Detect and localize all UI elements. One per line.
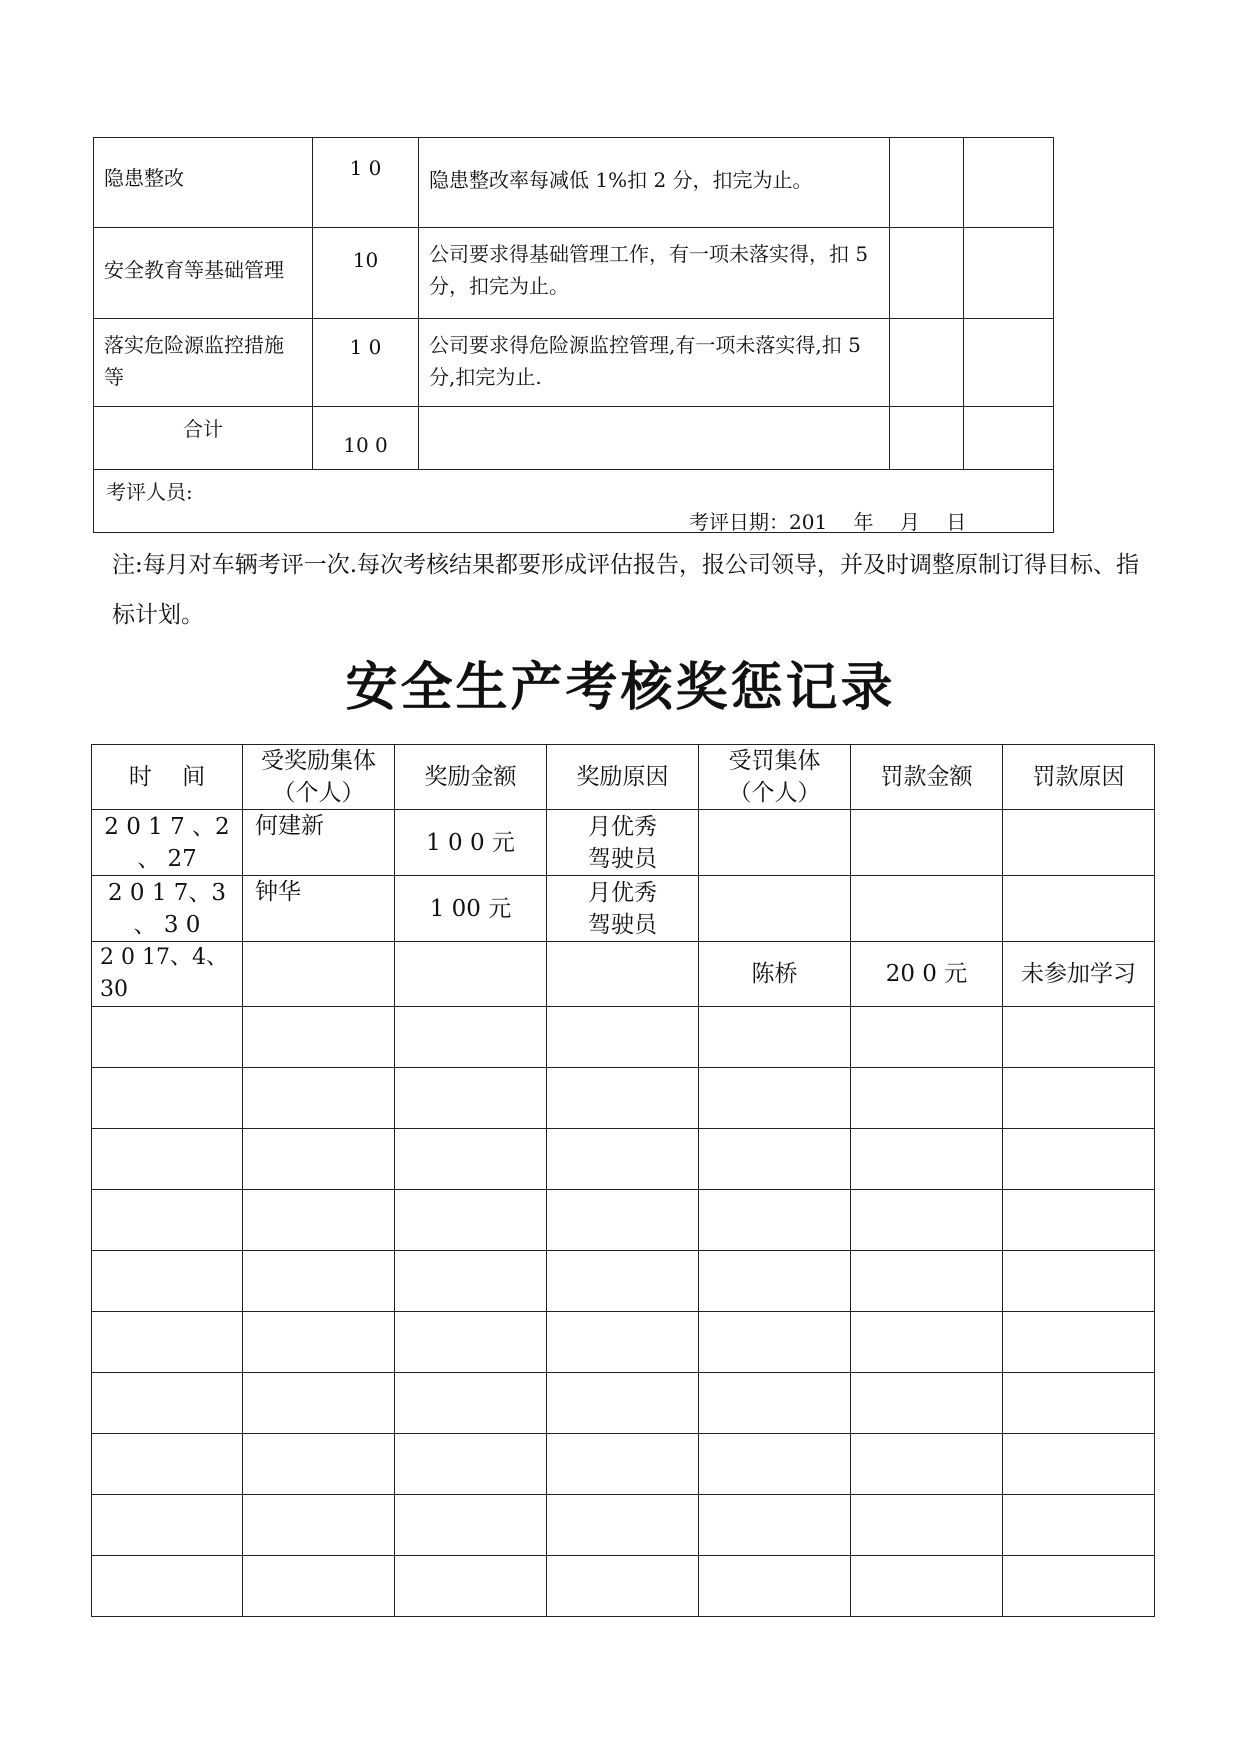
- score-row: [94, 138, 1054, 228]
- empty-cell: [92, 1251, 243, 1312]
- score-standard-cell: [419, 319, 890, 407]
- table-header-row: [92, 745, 1155, 810]
- cell-penalty-amount: [851, 810, 1003, 876]
- score-blank-cell: [890, 228, 964, 319]
- empty-cell: [851, 1373, 1003, 1434]
- empty-cell: [547, 1251, 699, 1312]
- empty-cell: [243, 1373, 395, 1434]
- cell-reward-amount: 1 0 0 元: [395, 810, 547, 876]
- empty-cell: [547, 1495, 699, 1556]
- empty-cell: [699, 1068, 851, 1129]
- empty-cell: [92, 1190, 243, 1251]
- empty-cell: [243, 1190, 395, 1251]
- empty-cell: [547, 1129, 699, 1190]
- empty-cell: [1003, 1007, 1155, 1068]
- empty-cell: [699, 1373, 851, 1434]
- empty-cell: [851, 1007, 1003, 1068]
- empty-cell: [395, 1373, 547, 1434]
- record-title: 安全生产考核奖惩记录: [345, 658, 896, 718]
- empty-cell: [699, 1495, 851, 1556]
- empty-cell: [92, 1068, 243, 1129]
- cell-time: 2 0 1 7、3 、 3 0: [92, 876, 243, 942]
- table-row: [92, 810, 1155, 876]
- header-reward-amount: 奖励金额: [395, 745, 547, 810]
- score-footer-cell: [94, 470, 1054, 533]
- empty-cell: [547, 1007, 699, 1068]
- empty-cell: [92, 1495, 243, 1556]
- cell-time: 2 0 17、4、30: [92, 942, 243, 1007]
- empty-row: [92, 1190, 1155, 1251]
- empty-cell: [699, 1312, 851, 1373]
- score-total-row: [94, 407, 1054, 470]
- empty-row: [92, 1312, 1155, 1373]
- empty-cell: [851, 1251, 1003, 1312]
- score-blank-cell: [419, 407, 890, 470]
- cell-reward-reason: 月优秀驾驶员: [547, 810, 699, 876]
- empty-cell: [395, 1068, 547, 1129]
- reviewer-label: 考评人员:: [106, 480, 193, 504]
- empty-row: [92, 1556, 1155, 1617]
- empty-row: [92, 1129, 1155, 1190]
- empty-cell: [1003, 1495, 1155, 1556]
- empty-cell: [1003, 1251, 1155, 1312]
- score-item-cell: [94, 319, 313, 407]
- empty-cell: [395, 1251, 547, 1312]
- note-text: 注:每月对车辆考评一次.每次考核结果都要形成评估报告，报公司领导，并及时调整原制订得目标、指标计划。: [112, 552, 1140, 628]
- header-time: 时 间: [92, 745, 243, 810]
- score-standard: 公司要求得基础管理工作，有一项未落实得，扣 5分，扣完为止。: [429, 242, 869, 298]
- empty-cell: [547, 1373, 699, 1434]
- score-standard-cell: [419, 138, 890, 228]
- cell-penalty-amount: [851, 876, 1003, 942]
- cell-penalty-reason: [1003, 810, 1155, 876]
- cell-reward-group: [243, 942, 395, 1007]
- cell-reward-amount: 1 00 元: [395, 876, 547, 942]
- score-blank-cell: [964, 138, 1054, 228]
- score-total-label-cell: [94, 407, 313, 470]
- empty-cell: [851, 1434, 1003, 1495]
- empty-cell: [395, 1007, 547, 1068]
- cell-penalty-group: 陈桥: [699, 942, 851, 1007]
- score-blank-cell: [964, 319, 1054, 407]
- cell-reward-group: 钟华: [243, 876, 395, 942]
- score-standard: 公司要求得危险源监控管理,有一项未落实得,扣 5分,扣完为止.: [429, 333, 861, 389]
- score-blank-cell: [890, 407, 964, 470]
- empty-cell: [243, 1495, 395, 1556]
- empty-cell: [851, 1190, 1003, 1251]
- score-blank-cell: [890, 138, 964, 228]
- cell-penalty-group: [699, 876, 851, 942]
- empty-cell: [92, 1556, 243, 1617]
- cell-reward-reason: [547, 942, 699, 1007]
- empty-row: [92, 1373, 1155, 1434]
- score-value-cell: [313, 138, 419, 228]
- score-item: 隐患整改: [104, 166, 184, 190]
- score-table: [93, 137, 1054, 533]
- cell-penalty-amount: 20 0 元: [851, 942, 1003, 1007]
- header-reward-reason: 奖励原因: [547, 745, 699, 810]
- cell-reward-group: 何建新: [243, 810, 395, 876]
- header-penalty-amount: 罚款金额: [851, 745, 1003, 810]
- empty-cell: [1003, 1556, 1155, 1617]
- empty-cell: [1003, 1373, 1155, 1434]
- reward-penalty-table: [91, 744, 1155, 1617]
- empty-cell: [547, 1434, 699, 1495]
- score-footer-row: [94, 470, 1054, 533]
- empty-row: [92, 1007, 1155, 1068]
- empty-cell: [243, 1251, 395, 1312]
- empty-cell: [699, 1190, 851, 1251]
- score-row: [94, 228, 1054, 319]
- score-item-cell: [94, 228, 313, 319]
- score-blank-cell: [964, 228, 1054, 319]
- cell-penalty-reason: 未参加学习: [1003, 942, 1155, 1007]
- empty-cell: [243, 1007, 395, 1068]
- empty-cell: [851, 1129, 1003, 1190]
- empty-cell: [699, 1007, 851, 1068]
- score-item: 落实危险源监控措施等: [104, 333, 284, 389]
- empty-cell: [547, 1068, 699, 1129]
- table-row: [92, 876, 1155, 942]
- score-value-cell: [313, 319, 419, 407]
- cell-reward-reason: 月优秀驾驶员: [547, 876, 699, 942]
- cell-time: 2 0 1 7 、2 、 27: [92, 810, 243, 876]
- empty-cell: [243, 1556, 395, 1617]
- empty-cell: [699, 1556, 851, 1617]
- empty-row: [92, 1434, 1155, 1495]
- empty-cell: [1003, 1312, 1155, 1373]
- empty-cell: [395, 1434, 547, 1495]
- score-row: [94, 319, 1054, 407]
- empty-cell: [547, 1190, 699, 1251]
- score-blank-cell: [890, 319, 964, 407]
- empty-cell: [243, 1434, 395, 1495]
- empty-row: [92, 1068, 1155, 1129]
- score-value: 1 0: [349, 335, 382, 359]
- cell-penalty-reason: [1003, 876, 1155, 942]
- empty-cell: [395, 1312, 547, 1373]
- score-value: 1 0: [349, 156, 382, 180]
- empty-cell: [395, 1556, 547, 1617]
- empty-cell: [547, 1556, 699, 1617]
- empty-cell: [243, 1312, 395, 1373]
- score-blank-cell: [964, 407, 1054, 470]
- cell-reward-amount: [395, 942, 547, 1007]
- empty-row: [92, 1495, 1155, 1556]
- header-penalty-group: 受罚集体（个人）: [699, 745, 851, 810]
- score-item: 安全教育等基础管理: [104, 258, 284, 282]
- empty-cell: [92, 1007, 243, 1068]
- empty-cell: [851, 1495, 1003, 1556]
- empty-cell: [395, 1190, 547, 1251]
- header-penalty-reason: 罚款原因: [1003, 745, 1155, 810]
- empty-cell: [92, 1434, 243, 1495]
- empty-cell: [1003, 1434, 1155, 1495]
- empty-cell: [699, 1434, 851, 1495]
- empty-cell: [547, 1312, 699, 1373]
- table-row: [92, 942, 1155, 1007]
- empty-cell: [395, 1495, 547, 1556]
- score-total-value: 10 0: [343, 433, 388, 457]
- review-date-label: 考评日期：201 年 月 日: [689, 510, 967, 534]
- score-total-label: 合计: [183, 417, 223, 441]
- header-reward-group: 受奖励集体（个人）: [243, 745, 395, 810]
- empty-cell: [243, 1068, 395, 1129]
- empty-cell: [92, 1312, 243, 1373]
- empty-cell: [92, 1373, 243, 1434]
- empty-cell: [1003, 1129, 1155, 1190]
- empty-row: [92, 1251, 1155, 1312]
- empty-cell: [243, 1129, 395, 1190]
- empty-cell: [699, 1129, 851, 1190]
- empty-cell: [395, 1129, 547, 1190]
- empty-cell: [1003, 1190, 1155, 1251]
- empty-cell: [851, 1312, 1003, 1373]
- empty-cell: [851, 1556, 1003, 1617]
- empty-cell: [92, 1129, 243, 1190]
- cell-penalty-group: [699, 810, 851, 876]
- score-standard: 隐患整改率每减低 1%扣 2 分，扣完为止。: [429, 168, 813, 192]
- score-value-cell: [313, 228, 419, 319]
- score-standard-cell: [419, 228, 890, 319]
- score-value: 10: [352, 248, 379, 272]
- score-item-cell: [94, 138, 313, 228]
- score-total-value-cell: [313, 407, 419, 470]
- empty-cell: [851, 1068, 1003, 1129]
- empty-cell: [699, 1251, 851, 1312]
- empty-cell: [1003, 1068, 1155, 1129]
